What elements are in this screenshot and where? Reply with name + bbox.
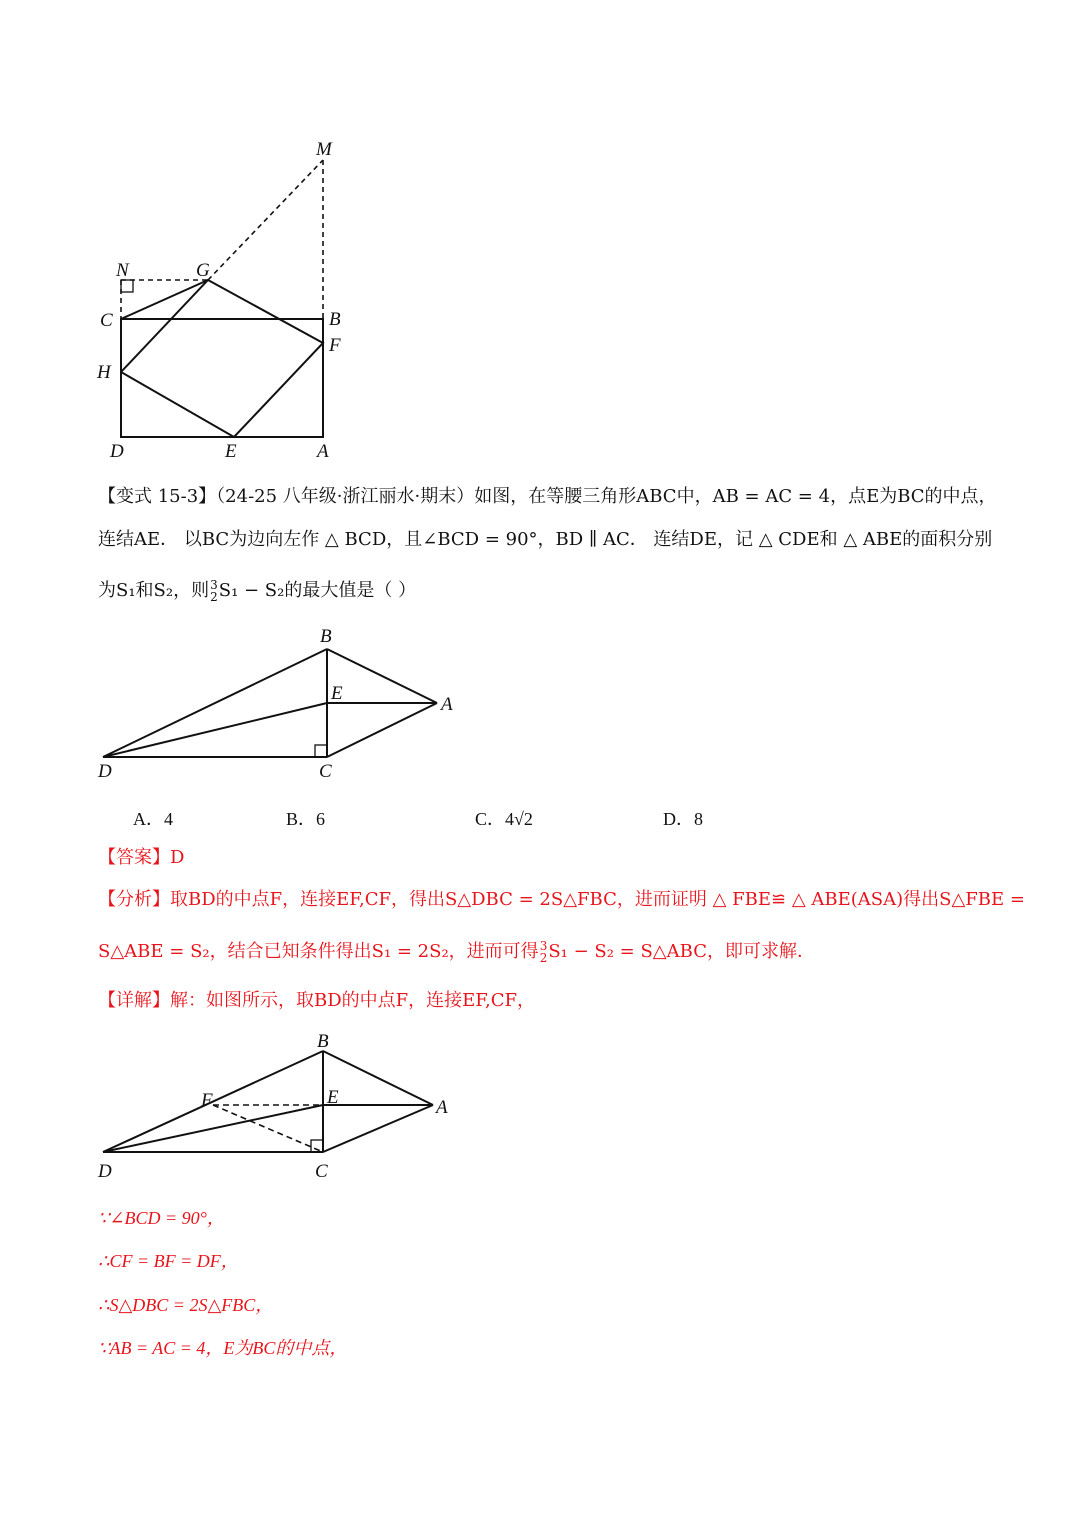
label-E: E (331, 683, 343, 704)
label-E: E (327, 1087, 339, 1108)
problem-line-1 (98, 484, 997, 510)
analysis-text-2b: S₁ − S₂ = S△ABC，即可求解． (548, 941, 815, 962)
label-E: E (225, 441, 237, 462)
step-3: ∴S△DBC = 2S△FBC， (98, 1295, 274, 1315)
label-A: A (317, 441, 329, 462)
label-B: B (320, 626, 332, 647)
problem-tag: 【变式 15-3】 (98, 486, 217, 507)
problem-text-3b: S₁ − S₂的最大值是（ ） (218, 580, 417, 601)
analysis-text-1: 取BD的中点F，连接EF,CF，得出S△DBC = 2S△FBC，进而证明 △ FBE≌ △ ABE(ASA)得出S△FBE = (170, 889, 1025, 910)
option-c: C．4√2 (475, 809, 533, 829)
label-C: C (315, 1161, 328, 1182)
label-B: B (317, 1031, 329, 1052)
step-2: ∴CF = BF = DF， (98, 1251, 239, 1271)
analysis-text-2a: S△ABE = S₂，结合已知条件得出S₁ = 2S₂，进而可得 (98, 941, 539, 962)
label-A: A (441, 694, 453, 715)
problem-text-1: 如图，在等腰三角形ABC中，AB = AC = 4，点E为BC的中点， (474, 486, 997, 507)
analysis-line-1 (98, 887, 1025, 913)
label-M: M (316, 139, 332, 160)
detail-intro: 解：如图所示，取BD的中点F，连接EF,CF， (170, 990, 535, 1011)
problem-text-3a: 为S₁和S₂，则 (98, 580, 210, 601)
step-1: ∵∠BCD = 90°， (98, 1208, 225, 1228)
label-A: A (436, 1097, 448, 1118)
label-F: F (201, 1090, 213, 1111)
option-d: D．8 (663, 809, 703, 829)
answer-line (98, 845, 184, 871)
detail-line (98, 988, 535, 1014)
fraction-three-halves: 3 2 (210, 578, 218, 604)
problem-source: （24-25 八年级·浙江丽水·期末） (216, 486, 475, 507)
label-C: C (319, 761, 332, 782)
label-D: D (110, 441, 124, 462)
analysis-tag: 【分析】 (98, 889, 170, 910)
option-b: B．6 (286, 809, 326, 829)
answer-value: D (170, 847, 185, 868)
label-D: D (98, 1161, 112, 1182)
step-4: ∵AB = AC = 4，E为BC的中点， (98, 1338, 348, 1358)
label-C: C (100, 310, 113, 331)
problem-line-2: 连结AE． 以BC为边向左作 △ BCD，且∠BCD = 90°，BD ∥ AC． 连结DE，记 △ CDE和 △ ABE的面积分别 (98, 529, 993, 550)
detail-tag: 【详解】 (98, 990, 170, 1011)
fraction-three-halves-2: 3 2 (539, 939, 548, 965)
analysis-line-2 (98, 939, 815, 965)
figure-with-midpoint (90, 1027, 470, 1187)
figure-rectangle-construction (90, 135, 360, 465)
option-a: A．4 (133, 809, 173, 829)
label-H: H (97, 362, 111, 383)
label-D: D (98, 761, 112, 782)
answer-tag: 【答案】 (98, 847, 170, 868)
label-N: N (116, 260, 129, 281)
label-G: G (196, 260, 210, 281)
label-B: B (329, 309, 341, 330)
figure-quadrilateral (90, 622, 470, 787)
label-F: F (329, 335, 341, 356)
problem-line-3 (98, 578, 416, 604)
